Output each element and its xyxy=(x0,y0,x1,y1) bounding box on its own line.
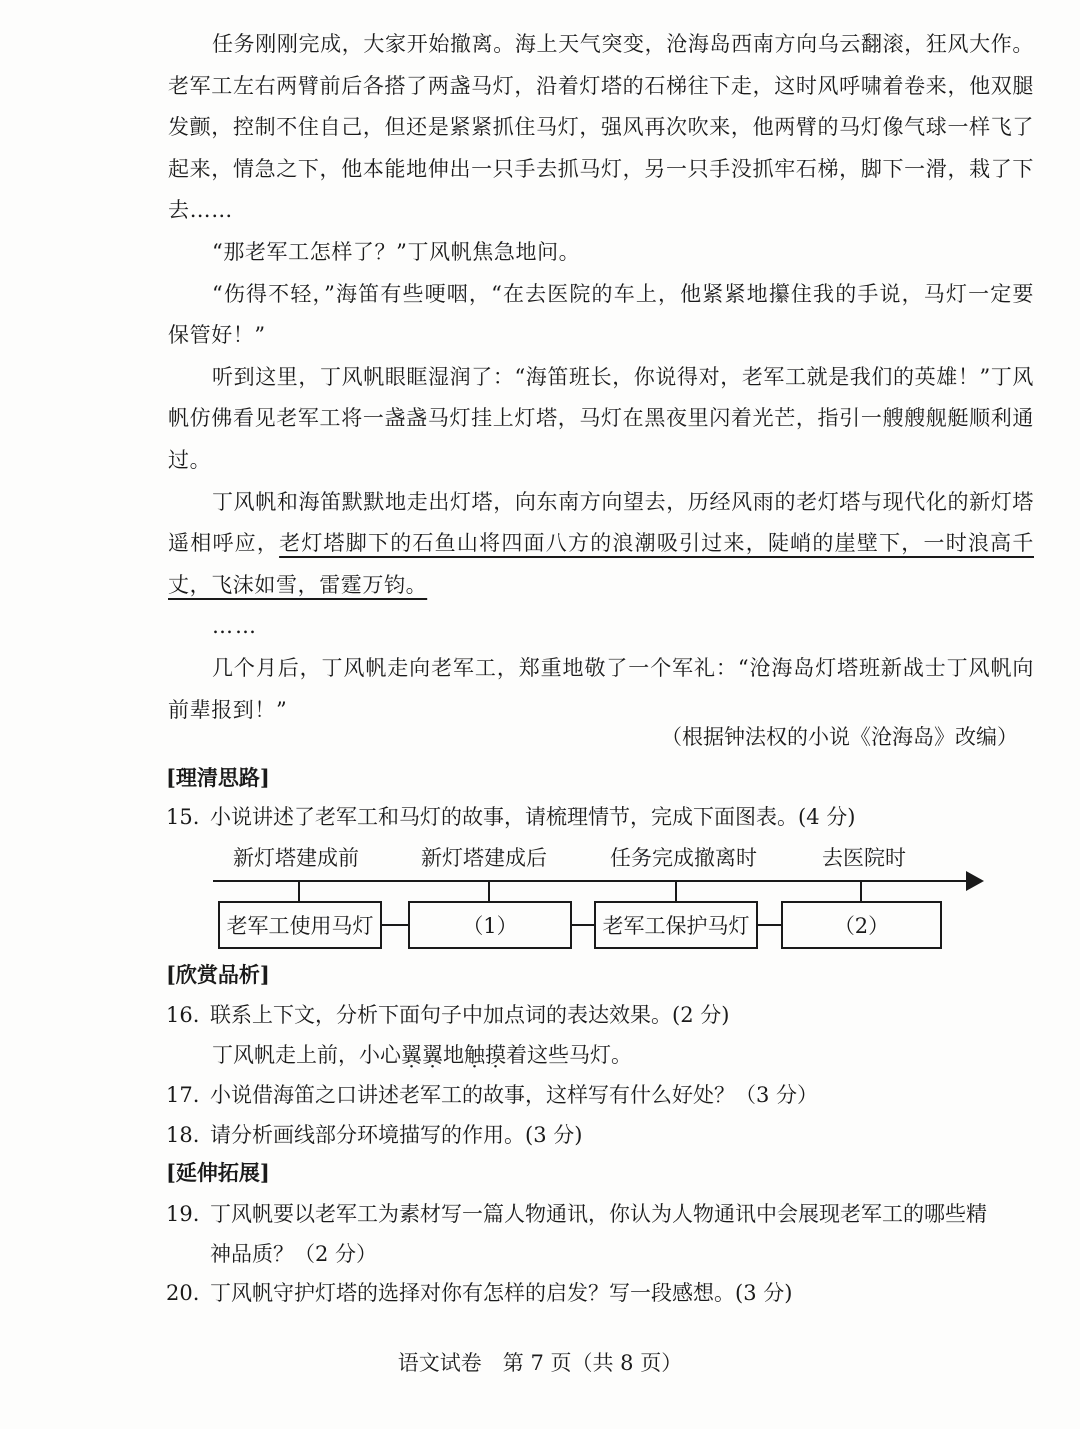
timeline-label-3: 任务完成撤离时 xyxy=(610,846,757,870)
box-connector xyxy=(758,924,781,926)
question-text: 丁风帆守护灯塔的选择对你有怎样的启发？写一段感想。(3 分) xyxy=(210,1281,793,1305)
timeline-axis xyxy=(213,880,973,882)
paragraph-1: 任务刚刚完成，大家开始撤离。海上天气突变，沧海岛西南方向乌云翻滚，狂风大作。老军工左右两臂前后各搭了两盏马灯，沿着灯塔的石梯往下走，这时风呼啸着卷来，他双腿发颤，控制不住自己，但还是紧紧抓住马灯，强风再次吹来，他两臂的马灯像气球一样飞了起来，情急之下，他本能地伸出一只手去抓马灯，另一只手没抓牢石梯，脚下一滑，栽了下去…… xyxy=(168,32,1034,223)
timeline-label-1: 新灯塔建成前 xyxy=(233,846,359,870)
section-heading-3: [延伸拓展] xyxy=(166,1160,270,1185)
question-15 xyxy=(166,797,1036,837)
sentence-part: 丁风帆走上前，小心 xyxy=(212,1043,401,1067)
question-text: 小说讲述了老军工和马灯的故事，请梳理情节，完成下面图表。(4 分) xyxy=(210,805,856,829)
question-19 xyxy=(166,1194,1036,1274)
box-connector xyxy=(382,924,408,926)
story-text xyxy=(168,24,1034,731)
paragraph-5-plain: 丁风帆和海笛默默地走出灯塔，向东南方向望去，历经风雨的老灯塔与现代化的新灯塔遥相呼应， xyxy=(168,489,1034,556)
question-number: 18. xyxy=(166,1123,200,1147)
page-footer: 语文试卷 第 7 页（共 8 页） xyxy=(397,1351,683,1375)
timeline-box-3: 老军工保护马灯 xyxy=(594,901,758,949)
timeline-tick xyxy=(860,880,862,901)
dotted-char: 翼 xyxy=(401,1043,422,1067)
question-18 xyxy=(166,1115,1036,1155)
timeline-box-4: （2） xyxy=(781,901,942,949)
timeline-tick xyxy=(488,880,490,901)
dotted-char: 翼 xyxy=(422,1043,443,1067)
dotted-char: 触 xyxy=(464,1043,485,1067)
paragraph-6: 几个月后，丁风帆走向老军工，郑重地敬了一个军礼：“沧海岛灯塔班新战士丁风帆向前辈报到！” xyxy=(168,655,1034,722)
question-16 xyxy=(166,995,1036,1035)
question-text: 请分析画线部分环境描写的作用。(3 分) xyxy=(210,1123,583,1147)
timeline-label-4: 去医院时 xyxy=(822,846,906,870)
question-text: 丁风帆要以老军工为素材写一篇人物通讯，你认为人物通讯中会展现老军工的哪些精 xyxy=(210,1202,987,1226)
section-heading-2: [欣赏品析] xyxy=(166,962,270,987)
timeline-box-1: 老军工使用马灯 xyxy=(218,901,382,949)
sentence-part: 地 xyxy=(443,1043,464,1067)
box-connector xyxy=(572,924,594,926)
sentence-part: 着这些马灯。 xyxy=(506,1043,632,1067)
section-heading-1: [理清思路] xyxy=(166,765,270,790)
question-number: 19. xyxy=(166,1202,200,1226)
timeline-tick xyxy=(298,880,300,901)
question-text-continued: 神品质？（2 分） xyxy=(210,1242,378,1266)
question-number: 20. xyxy=(166,1281,200,1305)
paragraph-3: “伤得不轻，”海笛有些哽咽，“在去医院的车上，他紧紧地攥住我的手说，马灯一定要保管好！” xyxy=(168,281,1034,348)
quoted-sentence xyxy=(212,1040,632,1070)
dotted-char: 摸 xyxy=(485,1043,506,1067)
source-note: （根据钟法权的小说《沧海岛》改编） xyxy=(661,725,1018,749)
underlined-passage: 老灯塔脚下的石鱼山将四面八方的浪潮吸引过来，陡峭的崖壁下，一时浪高千丈，飞沫如雪，雷霆万钧。 xyxy=(168,531,1034,597)
paragraph-4: 听到这里，丁风帆眼眶湿润了：“海笛班长，你说得对，老军工就是我们的英雄！”丁风帆仿佛看见老军工将一盏盏马灯挂上灯塔，马灯在黑夜里闪着光芒，指引一艘艘舰艇顺利通过。 xyxy=(168,364,1034,472)
arrow-head-icon xyxy=(966,871,984,891)
timeline-box-2: （1） xyxy=(408,901,572,949)
timeline-tick xyxy=(675,880,677,901)
timeline-label-2: 新灯塔建成后 xyxy=(421,846,547,870)
paragraph-5 xyxy=(168,482,1034,607)
question-number: 17. xyxy=(166,1083,200,1107)
question-number: 16. xyxy=(166,1003,200,1027)
question-text: 联系上下文，分析下面句子中加点词的表达效果。(2 分) xyxy=(210,1003,730,1027)
question-20 xyxy=(166,1273,1036,1313)
question-text: 小说借海笛之口讲述老军工的故事，这样写有什么好处？（3 分） xyxy=(210,1083,819,1107)
ellipsis: …… xyxy=(212,614,258,639)
question-17 xyxy=(166,1075,1036,1115)
paragraph-2: “那老军工怎样了？”丁风帆焦急地问。 xyxy=(212,239,581,264)
question-number: 15. xyxy=(166,805,200,829)
